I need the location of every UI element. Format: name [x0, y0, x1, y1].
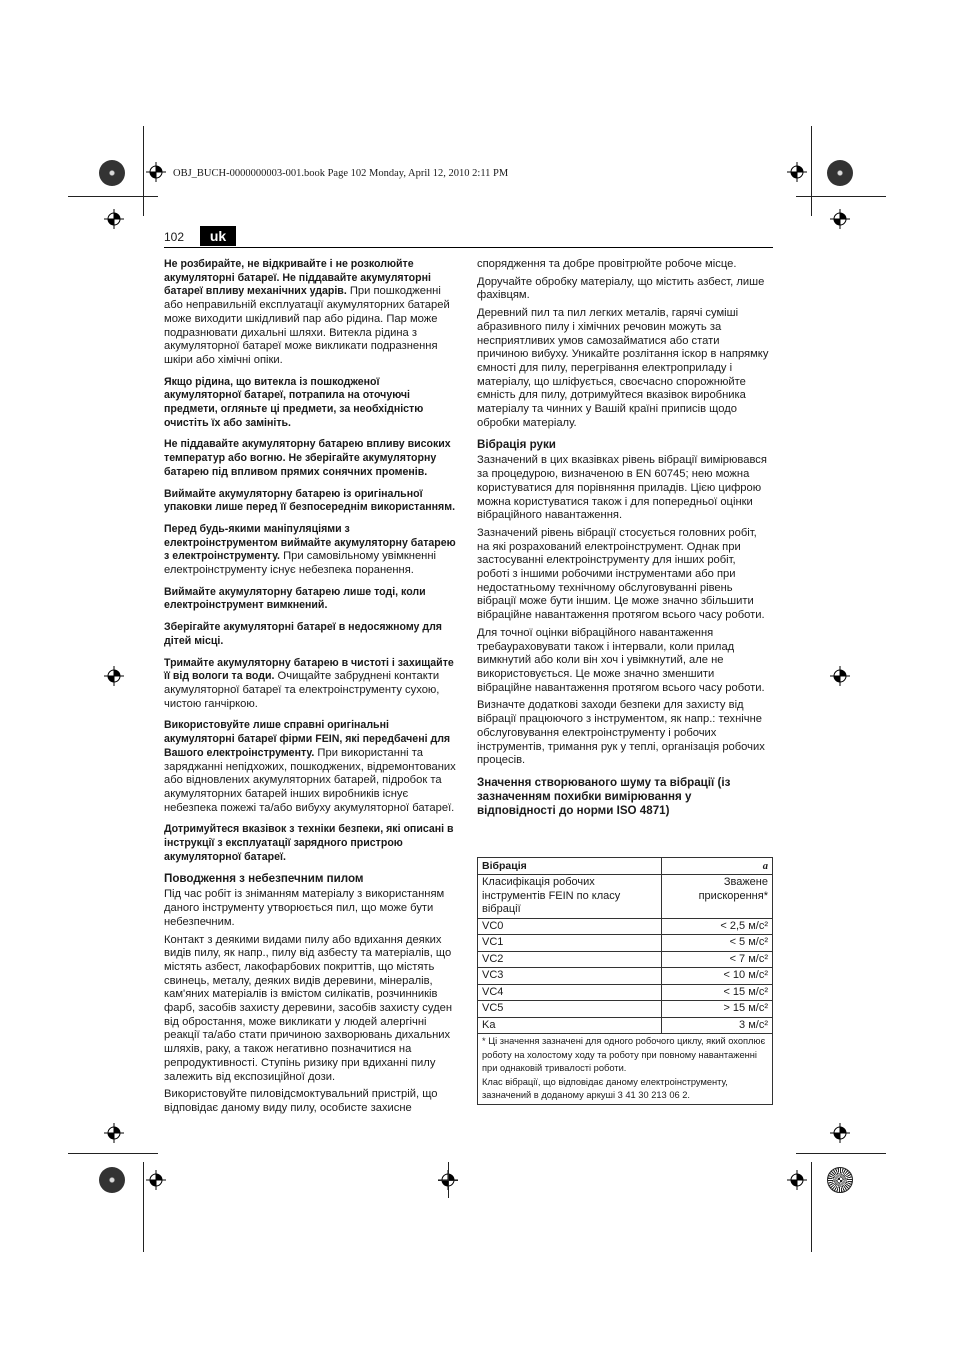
- crop-mark: [143, 126, 144, 216]
- table-cell: Зважене прискорення*: [662, 875, 773, 919]
- body-paragraph: Деревний пил та пил легких металів, гарячі суміші абразивного пилу і хімічних речовин можуть за несприятливих умов самозайматися або стати причиною вибуху. Уникайте розлітання іскор в напрямку ємності для пилу, перегрівання електроприладу і матеріалу, що шліфується, своєчасно спорожнюйте ємність для пилу, дотримуйтеся вказівок виробника матеріалу та чинних у Вашій країні приписів щодо обробки матеріалу.: [477, 307, 769, 429]
- table-cell: VC3: [478, 968, 662, 985]
- footnote-line: Клас вібрації, що відповідає даному електроінструменту, зазначений в доданому аркуші 3 41 30 213 06 2.: [482, 1076, 728, 1100]
- registration-mark-icon: [104, 666, 124, 686]
- header-rule: [164, 247, 773, 248]
- registration-mark-icon: [104, 209, 124, 229]
- book-info: OBJ_BUCH-0000000003-001.book Page 102 Monday, April 12, 2010 2:11 PM: [173, 168, 509, 179]
- body-paragraph: Зазначений рівень вібрації стосується головних робіт, на які розрахований електроінструмент. Однак при застосуванні електроінструменту для інших робіт, роботі з іншими робочими інструментами або при недостатньому технічному обслуговуванні рівень вібрації може бути іншим. Це може значно збільшити вібраційне навантаження протягом всього часу роботи.: [477, 526, 765, 622]
- crop-mark: [811, 126, 812, 216]
- table-cell: < 7 м/с²: [662, 951, 773, 968]
- body-paragraph: Контакт з деякими видами пилу або вдихання деяких видів пилу, як напр., пилу від азбесту та матеріалів, що містять азбест, лакофарбових покриттів, що містять свинець, металу, деяких видів деревини, мінералів, кам'яних матеріалів із вмістом силікатів, розчинників фарб, засобів захисту деревини, засобів захисту суден від обростання, може викликати у людей алергічні реакції та/або стати причиною захворювань дихальних шляхів, раку, а також негативно позначитися на репродуктивності. Ступінь ризику при вдиханні пилу залежить від експозиційної дози.: [164, 933, 453, 1083]
- registration-mark-icon: [104, 1123, 124, 1143]
- registration-mark-icon: [146, 162, 166, 182]
- registration-mark-icon: [830, 666, 850, 686]
- safety-paragraph: Виймайте акумуляторну батарею лише тоді, коли електроінструмент вимкнений.: [164, 585, 426, 612]
- table-cell: < 10 м/с²: [662, 968, 773, 985]
- table-cell: < 15 м/с²: [662, 984, 773, 1001]
- language-tag: uk: [200, 226, 236, 246]
- safety-paragraph: Тримайте акумуляторну батарею в чистоті і захищайте її від вологи та води. Очищайте забруднені контакти акумуляторної батареї та електроінструменту сухою, чистою ганчіркою.: [164, 656, 454, 710]
- registration-mark-icon: [830, 209, 850, 229]
- vibration-table: [477, 857, 773, 1105]
- safety-paragraph: Не піддавайте акумуляторну батарею впливу високих температур або вогню. Не зберігайте акумуляторну батарею під впливом прямих сонячних променів.: [164, 438, 451, 478]
- color-disc-icon: [827, 1167, 853, 1193]
- table-header-row: [478, 858, 773, 875]
- table-cell: Класифікація робочих інструментів FEIN по класу вібрації: [478, 875, 662, 919]
- noise-heading: Значення створюваного шуму та вібрації (із зазначенням похибки вимірювання у відповідності до норми ISO 4871): [477, 775, 731, 817]
- crop-mark: [796, 196, 886, 197]
- registration-mark-icon: [146, 1170, 166, 1190]
- registration-mark-icon: [787, 162, 807, 182]
- table-row: [478, 875, 773, 919]
- table-row: [478, 1017, 773, 1034]
- body-paragraph: Для точної оцінки вібраційного навантаження требаураховувати також і інтервали, коли прилад вимкнутий або коли він хоч і увімкнутий, але не використовується. Це може значно зменшити вібраційне навантаження протягом всього часу роботи.: [477, 626, 765, 694]
- safety-paragraph: Перед будь-якими маніпуляціями з електроінструментом виймайте акумуляторну батарею з електроінструменту. При самовільному увімкненні електроінструменту існує небезпека поранення.: [164, 522, 456, 577]
- body-paragraph: Доручайте обробку матеріалу, що містить азбест, лише фахівцям.: [477, 275, 765, 302]
- table-cell: 3 м/с²: [662, 1017, 773, 1034]
- color-disc-icon: [827, 160, 853, 186]
- body-paragraph: Зазначений в цих вказівках рівень вібрації вимірювався за процедурою, визначеною в EN 60745; нею можна користуватися для порівняння приладів. Цією цифрою можна користуватися також і для попередньої оцінки вібраційного навантаження.: [477, 454, 767, 522]
- table-row: [478, 984, 773, 1001]
- body-paragraph: Визначте додаткові заходи безпеки для захисту від вібрації працюючого з інструментом, як напр.: технічне обслуговування електроінструменту і робочих інструментів, тримання рук у теплі, організація робочих процесів.: [477, 699, 765, 767]
- table-cell: VC1: [478, 935, 662, 952]
- table-footnote: [478, 1034, 773, 1105]
- color-disc-icon: [99, 160, 125, 186]
- table-footnote-row: [478, 1034, 773, 1105]
- color-disc-icon: [99, 1167, 125, 1193]
- dust-heading: Поводження з небезпечним пилом: [164, 872, 364, 886]
- table-cell: < 2,5 м/с²: [662, 918, 773, 935]
- table-row: [478, 918, 773, 935]
- table-row: [478, 935, 773, 952]
- body-paragraph: спорядження та добре провітрюйте робоче місце.: [477, 258, 737, 270]
- body-paragraph: Під час робіт із зніманням матеріалу з використанням даного інструменту утворюється пил, що може бути небезпечним.: [164, 888, 445, 928]
- safety-paragraph: Зберігайте акумуляторні батареї в недосяжному для дітей місці.: [164, 621, 442, 647]
- safety-paragraph: Якщо рідина, що витекла із пошкодженої акумуляторної батареї, потрапила на оточуючі предмети, огляньте ці предмети, за необхідністю очистіть їх або замініть.: [164, 375, 424, 429]
- vibration-heading: Вібрація руки: [477, 438, 556, 452]
- table-header-cell: a: [662, 858, 773, 875]
- registration-mark-icon: [830, 1123, 850, 1143]
- safety-paragraph: Дотримуйтеся вказівок з техніки безпеки, які описані в інструкції з експлуатації зарядного пристрою акумуляторної батареї.: [164, 823, 454, 863]
- crop-mark: [68, 1153, 158, 1154]
- table-cell: VC0: [478, 918, 662, 935]
- footnote-line: * Ці значення зазначені для одного робочого циклу, який охоплює роботу на холостому ходу та роботу при повному навантаженні при однаковій тривалості роботи.: [482, 1036, 766, 1073]
- table-cell: < 5 м/с²: [662, 935, 773, 952]
- crop-mark: [68, 196, 158, 197]
- registration-mark-icon: [787, 1170, 807, 1190]
- crop-mark: [811, 1162, 812, 1252]
- table-cell: Ka: [478, 1017, 662, 1034]
- crop-mark: [448, 1162, 449, 1198]
- safety-paragraph: Виймайте акумуляторну батарею із оригінальної упаковки лише перед її безпосереднім використанням.: [164, 487, 456, 514]
- table-row: [478, 951, 773, 968]
- table-cell: VC2: [478, 951, 662, 968]
- safety-paragraph: Використовуйте лише справні оригінальні акумуляторні батареї фірми FEIN, які передбачені для Вашого електроінструменту. При використанні та заряджанні непідхожих, пошкоджених, відремонтованих або відновлених акумуляторних батарей, підробок та акумуляторних батарей інших виробників існує небезпека пожежі та/або вибуху акумуляторної батареї.: [164, 719, 456, 814]
- safety-paragraph: Не розбирайте, не відкривайте і не розколюйте акумуляторні батареї. Не піддавайте акумуляторні батареї впливу механічних ударів. При пошкодженні або неправильній експлуатації акумуляторних батарей може виходити шкідливий пар або рідина. Пар може подразнювати дихальні шляхи. Витекла рідина з акумуляторної батареї може викликати подразнення шкіри або хімічні опіки.: [164, 258, 450, 366]
- crop-mark: [143, 1162, 144, 1252]
- right-column: [477, 258, 770, 820]
- table-cell: VC4: [478, 984, 662, 1001]
- table-header-cell: Вібрація: [478, 858, 662, 875]
- table-row: [478, 1001, 773, 1018]
- table-cell: VC5: [478, 1001, 662, 1018]
- body-paragraph: Використовуйте пиловідсмоктувальний пристрій, що відповідає даному виду пилу, особисте захисне: [164, 1088, 438, 1114]
- page-number: 102: [164, 230, 185, 244]
- table-row: [478, 968, 773, 985]
- table-cell: > 15 м/с²: [662, 1001, 773, 1018]
- crop-mark: [796, 1153, 886, 1154]
- left-column: [164, 258, 457, 1120]
